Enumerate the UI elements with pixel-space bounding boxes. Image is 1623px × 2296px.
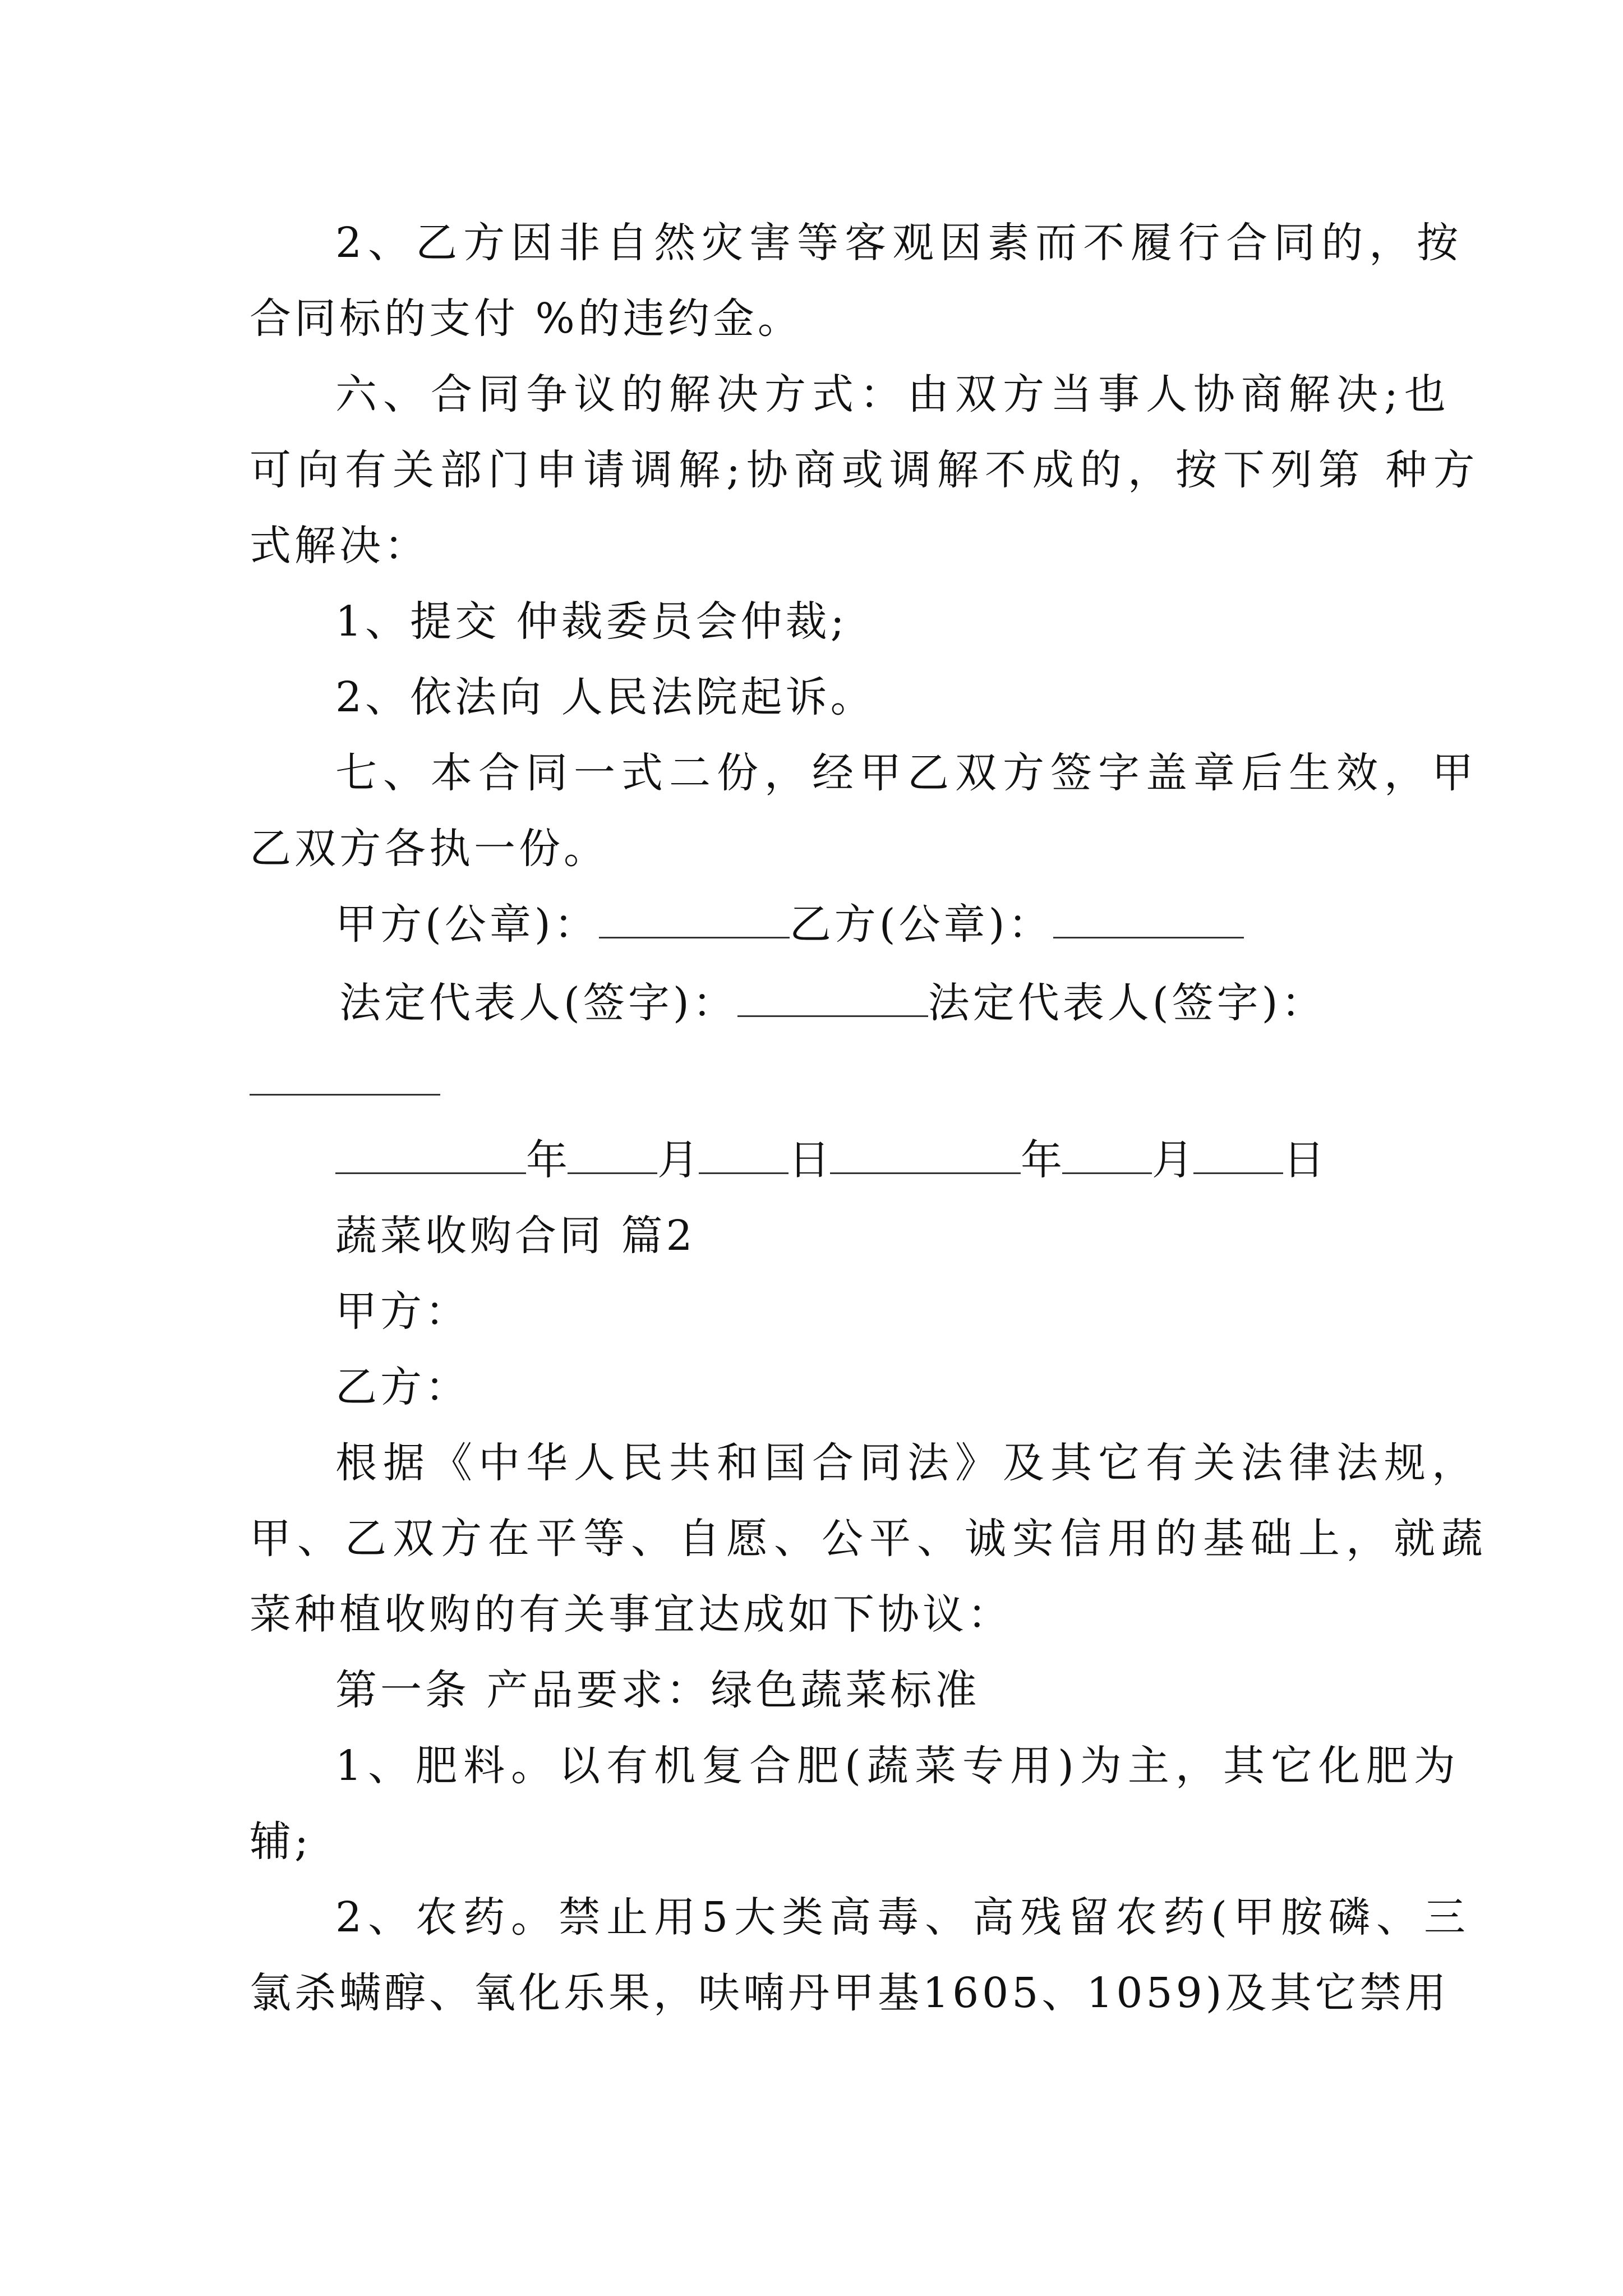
date-b-month-blank <box>1062 1133 1152 1174</box>
article-heading: 第一条 产品要求：绿色蔬菜标准 <box>335 1666 980 1714</box>
date-a-year: 年 <box>526 1136 568 1184</box>
paragraph-line: 1、肥料。以有机复合肥(蔬菜专用)为主，其它化肥为 <box>335 1742 1461 1790</box>
date-a-year-blank <box>335 1133 526 1174</box>
paragraph-line: 2、乙方因非自然灾害等客观因素而不履行合同的，按 <box>335 219 1465 267</box>
date-b-day: 日 <box>1283 1136 1325 1184</box>
rep-b-blank <box>250 1094 440 1096</box>
date-b-day-blank <box>1193 1133 1283 1174</box>
paragraph-line: 式解决： <box>250 522 429 570</box>
date-a-day-blank <box>699 1133 789 1174</box>
date-b-month: 月 <box>1152 1136 1193 1184</box>
paragraph-line: 甲、乙双方在平等、自愿、公平、诚实信用的基础上，就蔬 <box>250 1515 1489 1563</box>
paragraph-line: 六、合同争议的解决方式：由双方当事人协商解决;也 <box>335 370 1452 418</box>
date-a-day: 日 <box>789 1136 830 1184</box>
paragraph-line: 合同标的支付 %的违约金。 <box>250 295 803 343</box>
date-b-year-blank <box>830 1133 1021 1174</box>
paragraph-line: 1、提交 仲裁委员会仲裁; <box>335 597 848 646</box>
paragraph-line: 七、本合同一式二份，经甲乙双方签字盖章后生效，甲 <box>335 749 1479 797</box>
paragraph-line: 根据《中华人民共和国合同法》及其它有关法律法规， <box>335 1439 1479 1487</box>
section-title: 蔬菜收购合同 篇2 <box>335 1212 696 1260</box>
party-b-line: 乙方： <box>335 1363 470 1411</box>
date-b-year: 年 <box>1021 1136 1062 1184</box>
seal-line <box>335 898 1244 951</box>
paragraph-line: 菜种植收购的有关事宜达成如下协议： <box>250 1590 1012 1639</box>
paragraph-line: 2、农药。禁止用5大类高毒、高残留农药(甲胺磷、三 <box>335 1893 1472 1941</box>
paragraph-line: 辅; <box>250 1818 312 1866</box>
date-line <box>335 1133 1325 1187</box>
rep-a-label: 法定代表人(签字)： <box>339 979 737 1027</box>
paragraph-line: 氯杀螨醇、氧化乐果，呋喃丹甲基1605、1059)及其它禁用 <box>250 1969 1450 2017</box>
paragraph-line: 可向有关部门申请调解;协商或调解不成的，按下列第 种方 <box>250 446 1481 494</box>
party-b-seal-label: 乙方(公章)： <box>789 900 1053 949</box>
party-a-line: 甲方： <box>335 1287 470 1336</box>
paragraph-line: 2、依法向 人民法院起诉。 <box>335 673 875 721</box>
party-a-seal-blank <box>599 898 790 938</box>
party-a-seal-label: 甲方(公章)： <box>335 900 599 949</box>
rep-b-label: 法定代表人(签字)： <box>928 979 1326 1027</box>
date-a-month-blank <box>568 1133 657 1174</box>
date-a-month: 月 <box>657 1136 699 1184</box>
party-b-seal-blank <box>1053 898 1244 938</box>
rep-a-blank <box>737 976 928 1017</box>
representative-line <box>339 976 1326 1030</box>
paragraph-line: 乙双方各执一份。 <box>250 825 608 873</box>
